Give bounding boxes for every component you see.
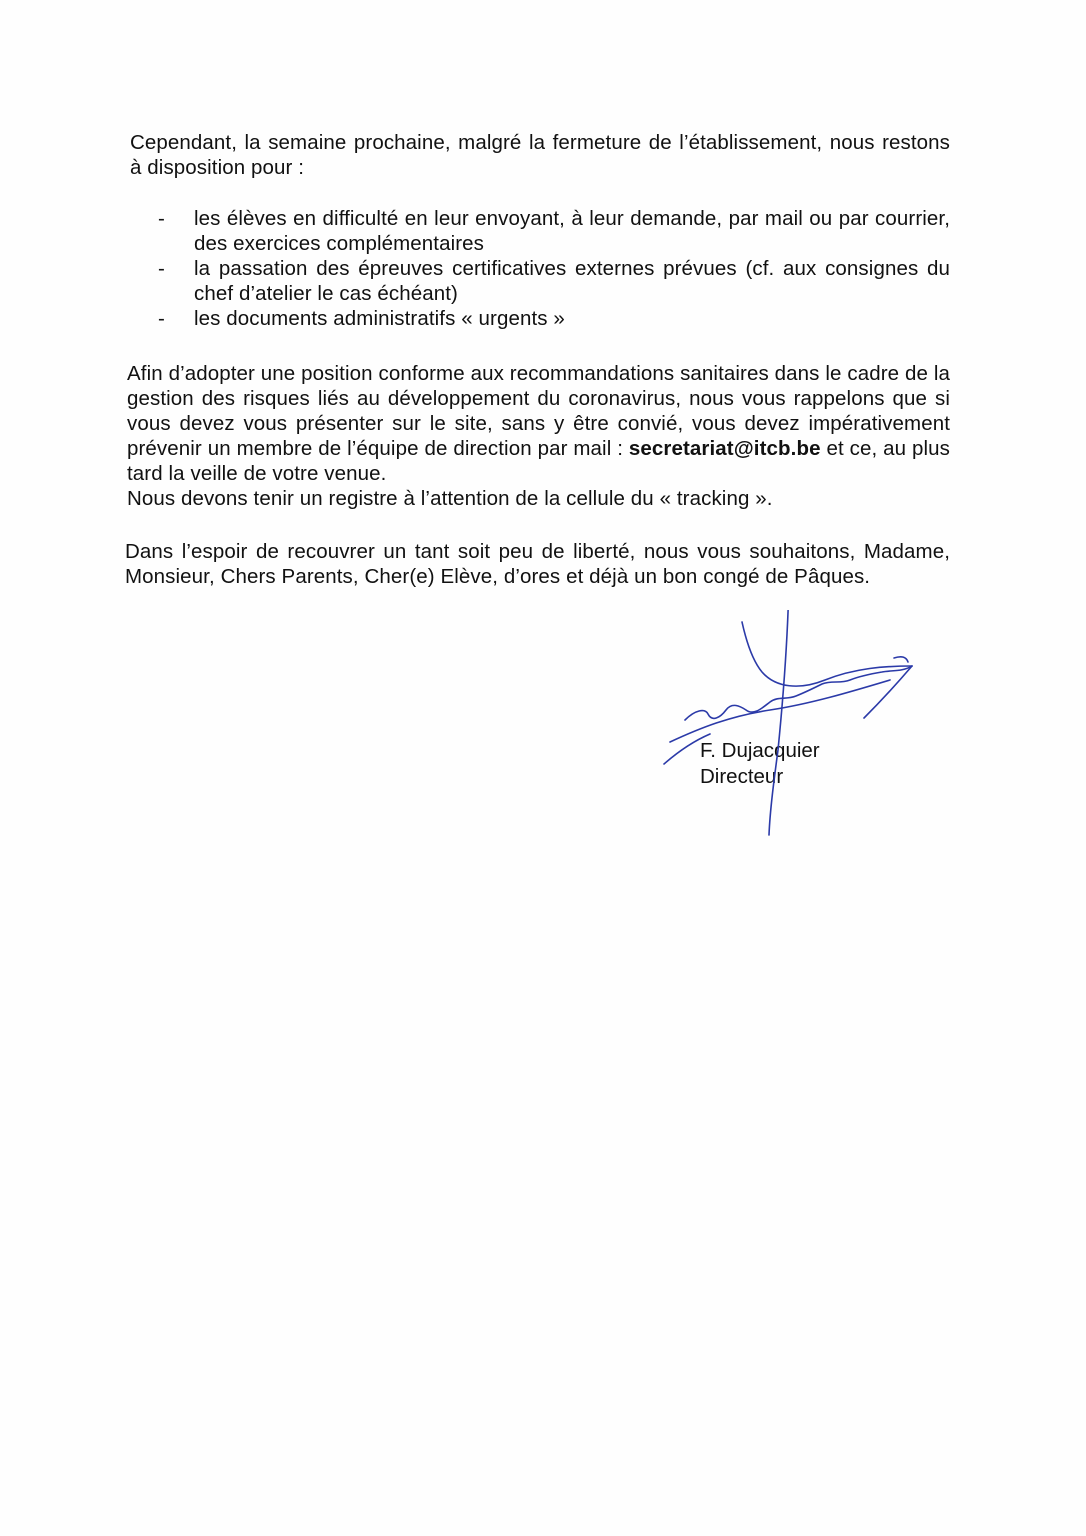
list-item-text: les élèves en difficulté en leur envoyant, à leur demande, par mail ou par courrier, des exercices complémentaires xyxy=(194,207,950,255)
signatory-name: F. Dujacquier xyxy=(700,739,820,762)
bullet-dash: - xyxy=(158,207,165,230)
intro-paragraph: Cependant, la semaine prochaine, malgré la fermeture de l’établissement, nous restons à disposition pour : xyxy=(130,131,950,179)
handwritten-signature xyxy=(650,610,940,850)
signature-strokes xyxy=(664,610,912,835)
signature-flourish xyxy=(894,657,908,662)
closing-paragraph: Dans l’espoir de recouvrer un tant soit peu de liberté, nous vous souhaitons, Madame, Monsieur, Chers Parents, Cher(e) Elève, d’ores et déjà un bon congé de Pâques. xyxy=(125,540,950,588)
list-item-text: les documents administratifs « urgents » xyxy=(194,307,565,330)
signature-vertical-stroke xyxy=(769,610,789,835)
list-item xyxy=(130,306,950,331)
list-item xyxy=(130,256,950,306)
bullet-dash: - xyxy=(158,307,165,330)
health-text-part1: Afin d’adopter une position conforme aux recommandations sanitaires dans le cadre de la gestion des risques liés au développement du coronavirus, nous vous rappelons que si vous devez vous présenter sur le site, sans y être convié, vous devez impérativement prévenir un membre de l’équipe de direction par mail : xyxy=(127,362,950,460)
health-paragraph xyxy=(127,361,950,511)
health-text-part2: et ce, au plus tard la veille de votre venue. xyxy=(127,437,951,485)
availability-list xyxy=(130,206,950,331)
signatory-title: Directeur xyxy=(700,765,784,788)
signature-scrawl xyxy=(685,666,912,720)
tracking-sentence: Nous devons tenir un registre à l’attention de la cellule du « tracking ». xyxy=(127,487,773,510)
email-address: secretariat@itcb.be xyxy=(628,437,821,460)
list-item-text: la passation des épreuves certificatives externes prévues (cf. aux consignes du chef d’atelier le cas échéant) xyxy=(194,257,950,305)
list-item xyxy=(130,206,950,256)
bullet-dash: - xyxy=(158,257,165,280)
signature-tail-left xyxy=(664,734,710,764)
signature-upper-loop xyxy=(742,622,912,686)
